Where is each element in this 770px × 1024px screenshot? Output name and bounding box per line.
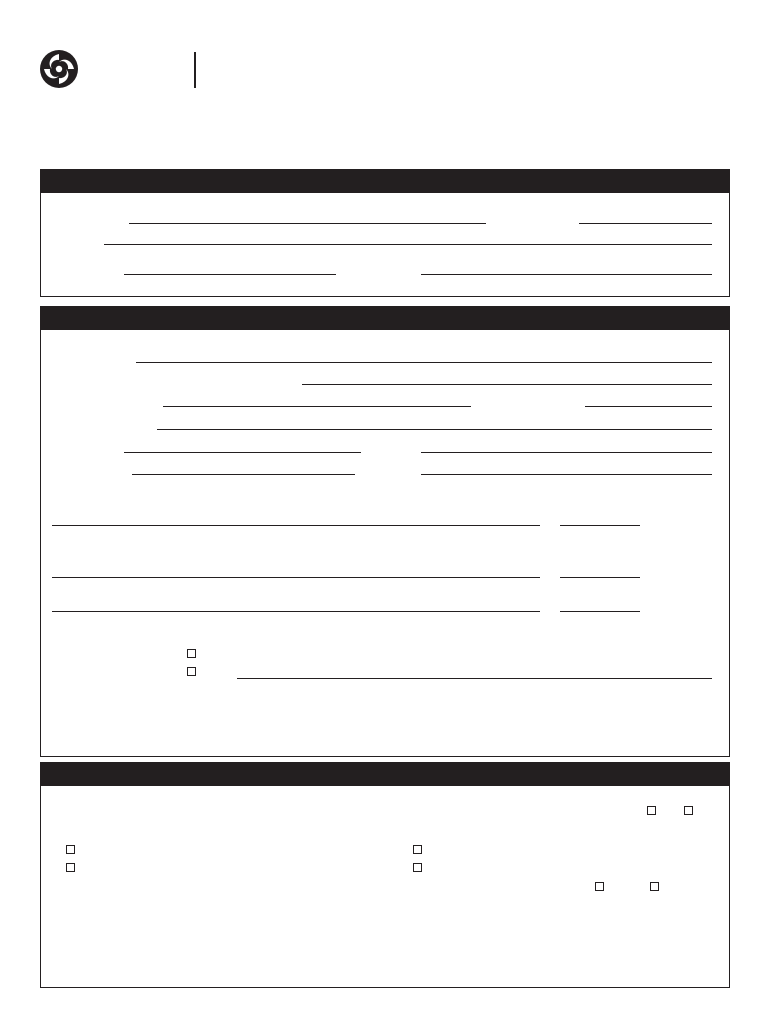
mailing-other-checkbox[interactable]	[187, 667, 196, 676]
section-a-body	[40, 193, 730, 297]
q3-separate-checkbox[interactable]	[650, 882, 659, 891]
agency-office-phone-field[interactable]	[124, 274, 336, 275]
psic-swirl-icon	[38, 48, 80, 90]
opt-multi-checkbox[interactable]	[413, 845, 422, 854]
entity-office-fax-field[interactable]	[421, 452, 712, 453]
authorized-person-field[interactable]	[157, 429, 712, 430]
section-c-header	[40, 762, 730, 786]
agency-name-field[interactable]	[129, 223, 486, 224]
psic-logo	[38, 46, 298, 96]
q1-yes-checkbox[interactable]	[647, 806, 656, 815]
section-a-header	[40, 169, 730, 193]
entity-cell-phone-field[interactable]	[421, 474, 712, 475]
mailing-other-field[interactable]	[237, 678, 712, 679]
address-field[interactable]	[104, 244, 712, 245]
dba-field[interactable]	[302, 384, 712, 385]
entity-email-field[interactable]	[132, 474, 355, 475]
q3-shared-checkbox[interactable]	[595, 882, 604, 891]
agency-contact-field[interactable]	[579, 223, 712, 224]
mailing-primary-checkbox[interactable]	[187, 649, 196, 658]
section-b-body	[40, 330, 730, 757]
opt-solo-checkbox[interactable]	[66, 845, 75, 854]
section-c-body	[40, 786, 730, 988]
section-b-header	[40, 306, 730, 330]
entity-office-phone-field[interactable]	[124, 452, 361, 453]
date-formed-field[interactable]	[585, 406, 712, 407]
primary-pct-field[interactable]	[560, 525, 640, 526]
agency-email-field[interactable]	[421, 274, 712, 275]
entity-name-field[interactable]	[136, 362, 712, 363]
q1-no-checkbox[interactable]	[684, 806, 693, 815]
additional-1-address-field[interactable]	[52, 577, 540, 578]
additional-2-pct-field[interactable]	[560, 611, 640, 612]
additional-2-address-field[interactable]	[52, 611, 540, 612]
opt-llc-checkbox[interactable]	[66, 863, 75, 872]
logo-divider	[194, 52, 196, 88]
primary-address-field[interactable]	[52, 525, 540, 526]
additional-1-pct-field[interactable]	[560, 577, 640, 578]
ein-field[interactable]	[163, 406, 471, 407]
opt-partnership-checkbox[interactable]	[413, 863, 422, 872]
